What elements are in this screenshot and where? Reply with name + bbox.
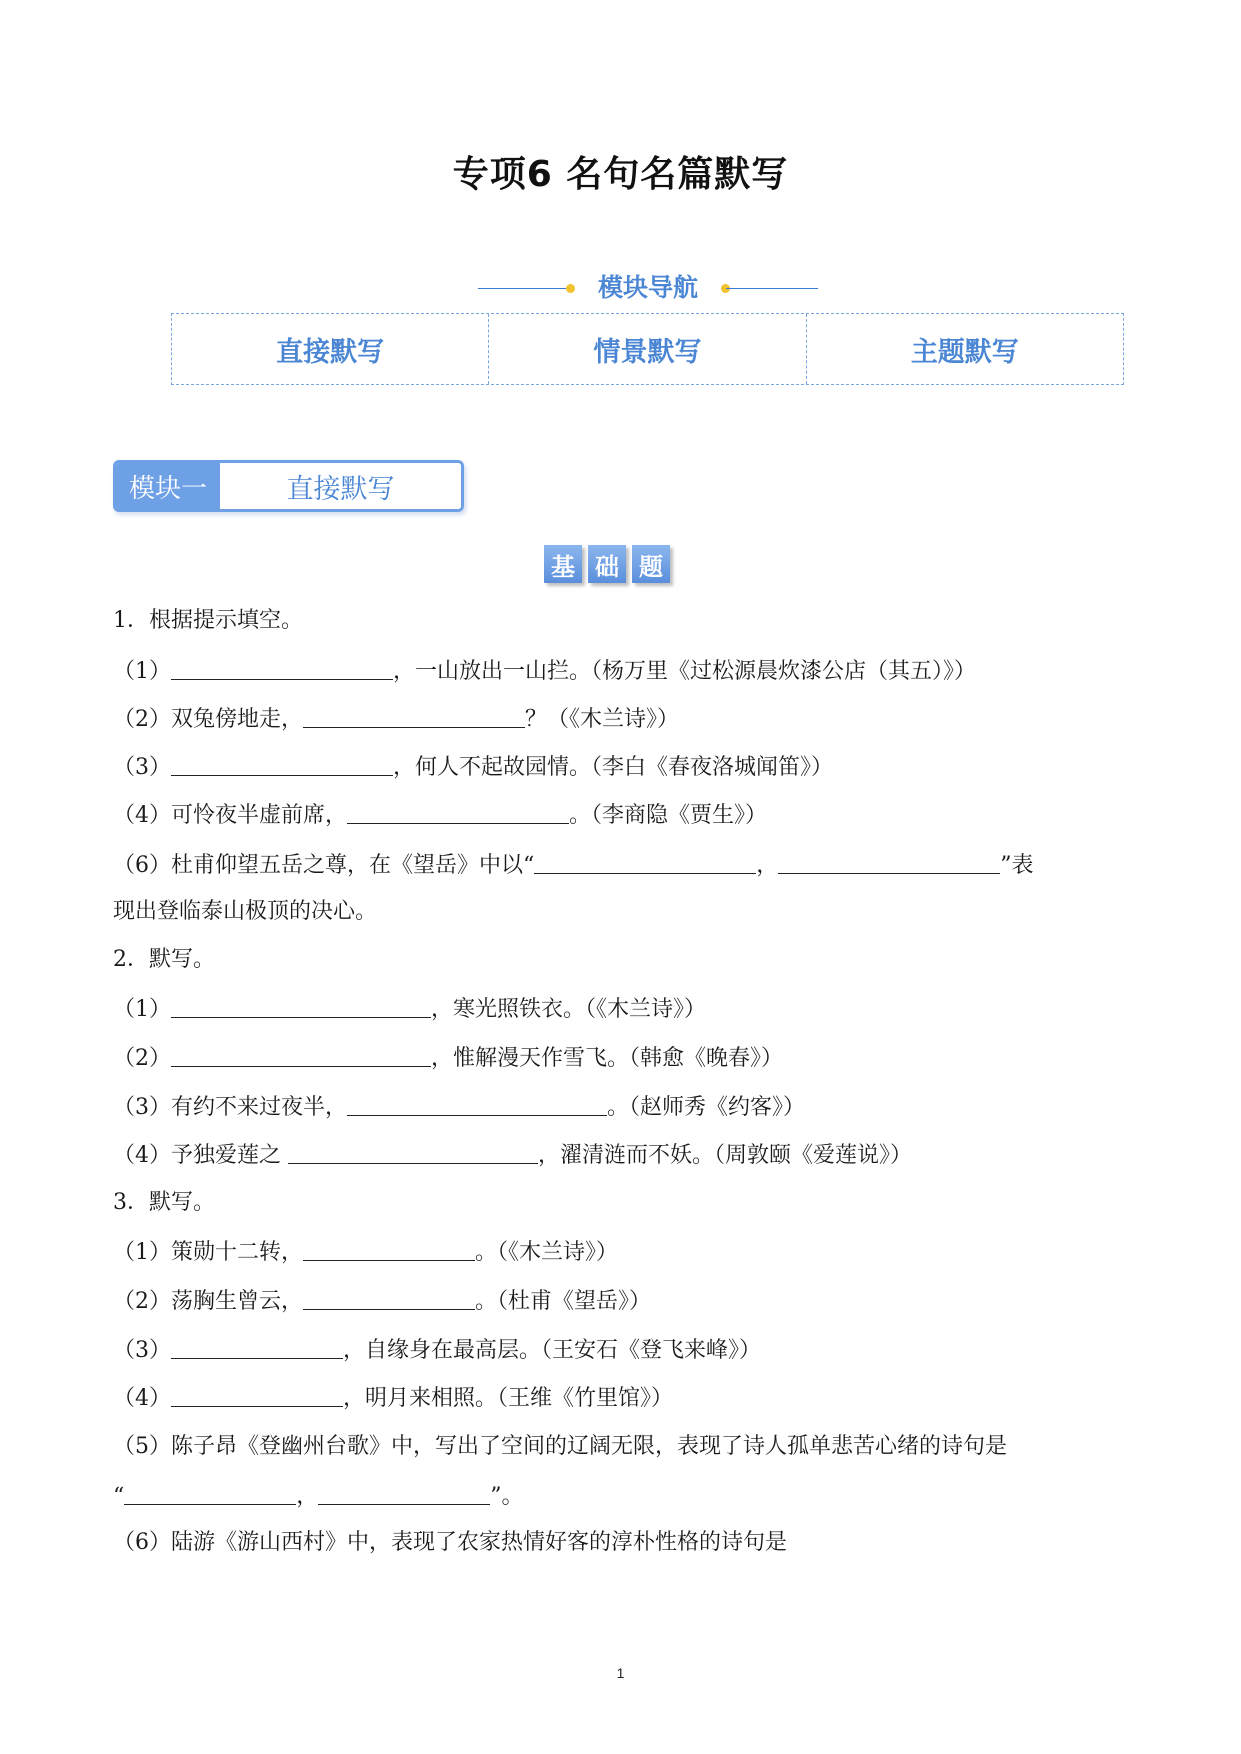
answer-blank[interactable]	[303, 703, 525, 728]
page-number: 1	[616, 1665, 625, 1681]
answer-blank[interactable]	[303, 1236, 475, 1261]
answer-blank[interactable]	[171, 751, 393, 776]
question-stem: 2．默写。	[113, 947, 215, 972]
question-item: （6）陆游《游山西村》中，表现了农家热情好客的淳朴性格的诗句是	[113, 1530, 787, 1555]
question-item: （4）可怜夜半虚前席， 。（李商隐《贾生》）	[113, 799, 767, 831]
answer-blank[interactable]	[171, 655, 393, 680]
module-tag	[113, 460, 464, 512]
level-badge-char: 础	[588, 545, 626, 583]
question-item: （4）予独爱莲之 ，濯清涟而不妖。（周敦颐《爱莲说》）	[113, 1139, 912, 1171]
question-item: （6）杜甫仰望五岳之尊，在《望岳》中以“ ， ”表	[113, 849, 1034, 881]
answer-blank[interactable]	[171, 1042, 431, 1067]
level-badge-char: 题	[632, 545, 670, 583]
question-stem: 1．根据提示填空。	[113, 608, 303, 633]
answer-blank[interactable]	[171, 1382, 343, 1407]
module-number: 模块一	[116, 463, 220, 509]
answer-blank[interactable]	[171, 1334, 343, 1359]
question-item: （5）陈子昂《登幽州台歌》中，写出了空间的辽阔无限，表现了诗人孤单悲苦心绪的诗句是	[113, 1434, 1008, 1459]
nav-item-scenario[interactable]: 情景默写	[488, 314, 805, 384]
question-item-continuation: 现出登临泰山极顶的决心。	[113, 899, 378, 924]
level-badge	[544, 545, 670, 583]
question-item: （1）策勋十二转， 。（《木兰诗》）	[113, 1236, 618, 1268]
question-item-continuation: “ ， ”。	[113, 1480, 524, 1512]
answer-blank[interactable]	[124, 1480, 296, 1505]
answer-blank[interactable]	[778, 849, 1000, 874]
answer-blank[interactable]	[347, 1091, 607, 1116]
module-navigation-heading	[478, 270, 818, 306]
question-item: （3） ，何人不起故园情。（李白《春夜洛城闻笛》）	[113, 751, 833, 783]
module-name: 直接默写	[220, 463, 461, 509]
question-item: （1） ，寒光照铁衣。（《木兰诗》）	[113, 993, 706, 1025]
answer-blank[interactable]	[347, 799, 569, 824]
page-title: 专项6 名句名篇默写	[452, 154, 789, 195]
question-item: （1） ，一山放出一山拦。（杨万里《过松源晨炊漆公店（其五）》）	[113, 655, 976, 687]
question-stem: 3．默写。	[113, 1190, 215, 1215]
question-item: （2）荡胸生曾云， 。（杜甫《望岳》）	[113, 1285, 651, 1317]
question-item: （3）有约不来过夜半， 。（赵师秀《约客》）	[113, 1091, 805, 1123]
answer-blank[interactable]	[288, 1139, 538, 1164]
answer-blank[interactable]	[303, 1285, 475, 1310]
question-item: （4） ，明月来相照。（王维《竹里馆》）	[113, 1382, 673, 1414]
answer-blank[interactable]	[318, 1480, 490, 1505]
nav-item-direct[interactable]: 直接默写	[276, 336, 385, 368]
question-item: （3） ，自缘身在最高层。（王安石《登飞来峰》）	[113, 1334, 761, 1366]
nav-heading-text: 模块导航	[597, 273, 698, 302]
question-item: （2）双兔傍地走， ？（《木兰诗》）	[113, 703, 679, 735]
nav-item-theme[interactable]: 主题默写	[806, 314, 1123, 384]
divider-line	[726, 288, 818, 289]
answer-blank[interactable]	[534, 849, 756, 874]
question-item: （2） ，惟解漫天作雪飞。（韩愈《晚春》）	[113, 1042, 783, 1074]
level-badge-char: 基	[544, 545, 582, 583]
answer-blank[interactable]	[171, 993, 431, 1018]
module-nav-box	[171, 313, 1124, 385]
